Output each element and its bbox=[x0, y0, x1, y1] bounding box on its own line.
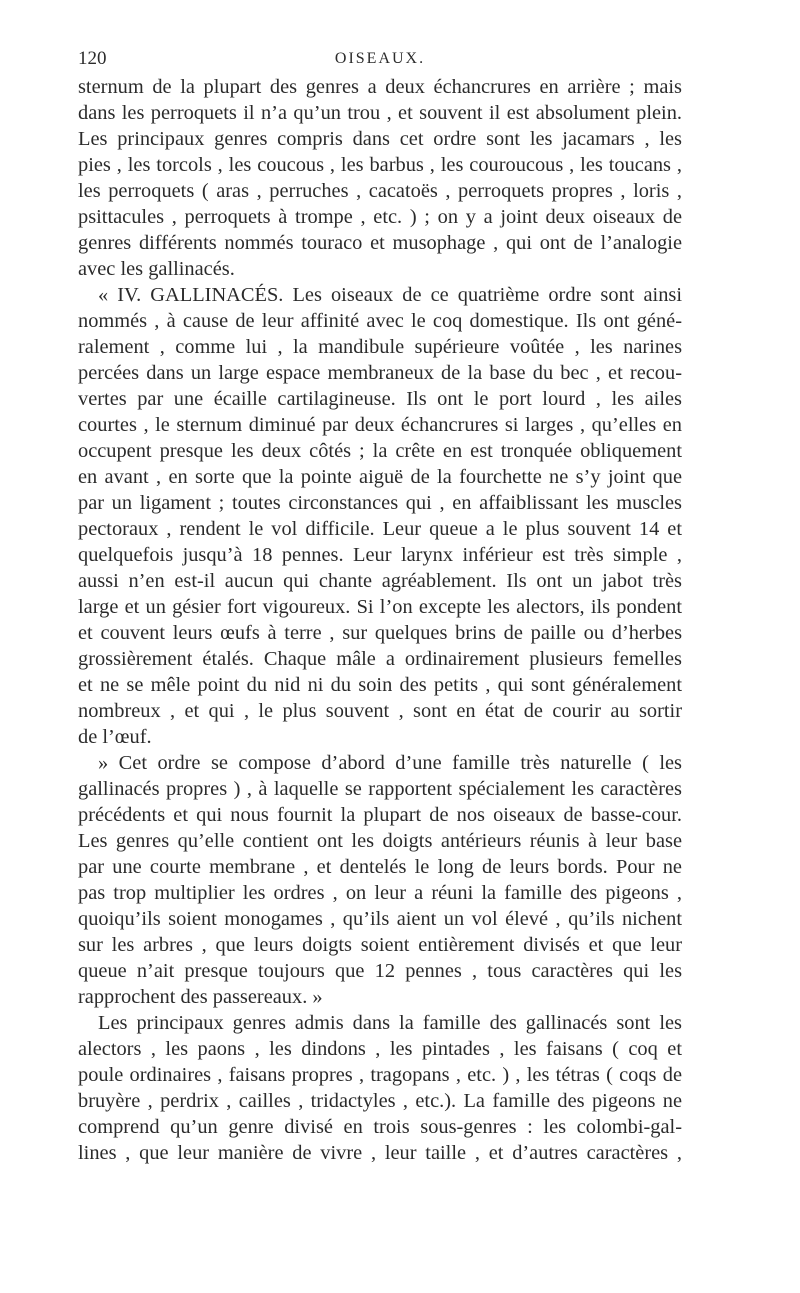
text-line: psittacules , perroquets à trompe , etc. ) ; on y a joint deux oiseaux de bbox=[78, 206, 682, 228]
text-line: pectoraux , rendent le vol difficile. Leur queue a le plus souvent 14 et bbox=[78, 518, 682, 540]
text-line: Les genres qu’elle contient ont les doigts antérieurs réunis à leur base bbox=[78, 830, 682, 852]
text-line: en avant , en sorte que la pointe aiguë de la fourchette ne s’y joint que bbox=[78, 466, 682, 488]
text-line: « IV. GALLINACÉS. Les oiseaux de ce quatrième ordre sont ainsi bbox=[98, 284, 682, 306]
text-line: large et un gésier fort vigoureux. Si l’on excepte les alectors, ils pondent bbox=[78, 596, 682, 618]
text-line: sur les arbres , que leurs doigts soient entièrement divisés et que leur bbox=[78, 934, 682, 956]
text-line: » Cet ordre se compose d’abord d’une famille très naturelle ( les bbox=[98, 752, 682, 774]
text-line: précédents et qui nous fournit la plupart de nos oiseaux de basse-cour. bbox=[78, 804, 682, 826]
text-line: courtes , le sternum diminué par deux échancrures si larges , qu’elles en bbox=[78, 414, 682, 436]
text-line: comprend qu’un genre divisé en trois sous-genres : les colombi-gal- bbox=[78, 1116, 682, 1138]
text-line: quoiqu’ils soient monogames , qu’ils aient un vol élevé , qu’ils nichent bbox=[78, 908, 682, 930]
text-line: de l’œuf. bbox=[78, 726, 152, 748]
body-text bbox=[78, 74, 682, 1166]
text-line: par une courte membrane , et dentelés le long de leurs bords. Pour ne bbox=[78, 856, 682, 878]
text-line: et ne se mêle point du nid ni du soin des petits , qui sont généralement bbox=[78, 674, 682, 696]
text-line: genres différents nommés touraco et musophage , qui ont de l’analogie bbox=[78, 232, 682, 254]
text-line: rapprochent des passereaux. » bbox=[78, 986, 323, 1008]
text-line: nommés , à cause de leur affinité avec le coq domestique. Ils ont géné- bbox=[78, 310, 682, 332]
page bbox=[78, 44, 682, 1166]
text-line: pas trop multiplier les ordres , on leur a réuni la famille des pigeons , bbox=[78, 882, 682, 904]
text-line: percées dans un large espace membraneux de la base du bec , et recou- bbox=[78, 362, 682, 384]
text-line: et couvent leurs œufs à terre , sur quelques brins de paille ou d’herbes bbox=[78, 622, 682, 644]
text-line: quelquefois jusqu’à 18 pennes. Leur larynx inférieur est très simple , bbox=[78, 544, 682, 566]
text-line: grossièrement étalés. Chaque mâle a ordinairement plusieurs femelles bbox=[78, 648, 682, 670]
text-line: Les principaux genres admis dans la famille des gallinacés sont les bbox=[98, 1012, 682, 1034]
text-line: ralement , comme lui , la mandibule supérieure voûtée , les narines bbox=[78, 336, 682, 358]
text-line: par un ligament ; toutes circonstances qui , en affaiblissant les muscles bbox=[78, 492, 682, 514]
text-line: avec les gallinacés. bbox=[78, 258, 235, 280]
text-line: Les principaux genres compris dans cet ordre sont les jacamars , les bbox=[78, 128, 682, 150]
text-line: queue n’ait presque toujours que 12 pennes , tous caractères qui les bbox=[78, 960, 682, 982]
text-line: nombreux , et qui , le plus souvent , sont en état de courir au sortir bbox=[78, 700, 682, 722]
text-line: occupent presque les deux côtés ; la crête en est tronquée obliquement bbox=[78, 440, 682, 462]
page-number: 120 bbox=[78, 48, 107, 69]
text-line: dans les perroquets il n’a qu’un trou , et souvent il est absolument plein. bbox=[78, 102, 682, 124]
text-line: lines , que leur manière de vivre , leur taille , et d’autres caractères , bbox=[78, 1142, 682, 1164]
text-line: sternum de la plupart des genres a deux échancrures en arrière ; mais bbox=[78, 76, 682, 98]
text-line: vertes par une écaille cartilagineuse. Ils ont le port lourd , les ailes bbox=[78, 388, 682, 410]
text-line: les perroquets ( aras , perruches , cacatoës , perroquets propres , loris , bbox=[78, 180, 682, 202]
text-line: gallinacés propres ) , à laquelle se rapportent spécialement les caractères bbox=[78, 778, 682, 800]
text-line: pies , les torcols , les coucous , les barbus , les couroucous , les toucans , bbox=[78, 154, 682, 176]
text-line: alectors , les paons , les dindons , les pintades , les faisans ( coq et bbox=[78, 1038, 682, 1060]
text-line: poule ordinaires , faisans propres , tragopans , etc. ) , les tétras ( coqs de bbox=[78, 1064, 682, 1086]
page-header bbox=[78, 44, 682, 74]
running-title: OISEAUX. bbox=[334, 50, 426, 67]
text-line: aussi n’en est-il aucun qui chante agréablement. Ils ont un jabot très bbox=[78, 570, 682, 592]
text-line: bruyère , perdrix , cailles , tridactyles , etc.). La famille des pigeons ne bbox=[78, 1090, 682, 1112]
